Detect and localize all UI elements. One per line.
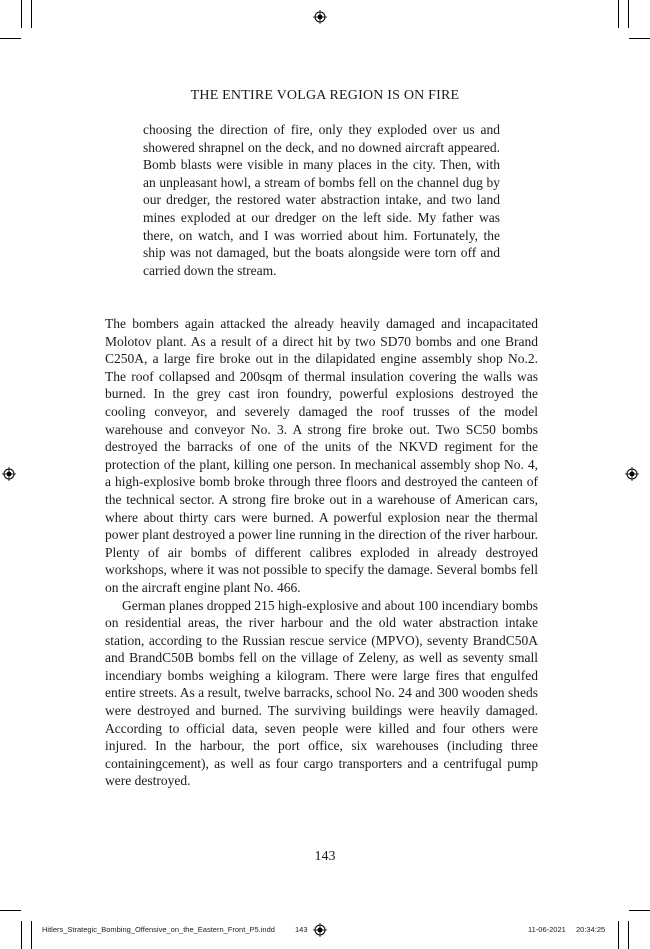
crop-mark: [629, 910, 650, 911]
registration-mark-icon: [625, 467, 639, 481]
crop-mark: [629, 38, 650, 39]
body-text: [105, 315, 538, 790]
slug-date: 11-06-2021: [528, 925, 566, 934]
slug-page: 143: [295, 925, 308, 934]
crop-mark: [0, 38, 21, 39]
crop-mark: [618, 921, 619, 949]
crop-mark: [618, 0, 619, 28]
slug-time: 20:34:25: [576, 925, 606, 934]
running-head: THE ENTIRE VOLGA REGION IS ON FIRE: [190, 88, 460, 103]
registration-mark-icon: [313, 10, 327, 24]
page-number: 143: [314, 849, 336, 864]
crop-mark: [31, 0, 32, 28]
crop-mark: [0, 910, 21, 911]
slug-filename: Hitlers_Strategic_Bombing_Offensive_on_the_Eastern_Front_P5.indd: [42, 925, 275, 934]
crop-mark: [21, 0, 22, 28]
crop-mark: [31, 921, 32, 949]
registration-mark-icon: [313, 923, 327, 937]
paragraph: German planes dropped 215 high-explosive and about 100 incendiary bombs on residential areas, the river harbour and the old water abstraction intake station, according to the Russian rescue service (MPVO), seventy BrandC50A and BrandC50B bombs fell on the village of Zeleny, as well as seventy small incendiary bombs weighing a kilogram. There were large fires that engulfed entire streets. As a result, twelve barracks, school No. 24 and 300 wooden sheds were destroyed and burned. The surviving buildings were heavily damaged. According to official data, seven people were killed and four others were injured. In the harbour, the port office, six warehouses (including three containingcement), as well as four cargo transporters and a centrifugal pump were destroyed.: [105, 597, 538, 789]
crop-mark: [628, 0, 629, 28]
registration-mark-icon: [2, 467, 16, 481]
crop-mark: [21, 921, 22, 949]
block-quote: choosing the direction of fire, only they exploded over us and showered shrapnel on the deck, and no downed aircraft appeared. Bomb blasts were visible in many places in the city. Then, with an unpleasant howl, a stream of bombs fell on the channel dug by our dredger, the restored water abstraction intake, and two land mines exploded at our dredger on the left side. My father was there, on watch, and I was worried about him. Fortunately, the ship was not damaged, but the boats alongside were torn off and carried down the stream.: [143, 122, 500, 278]
paragraph: The bombers again attacked the already heavily damaged and incapacitated Molotov plant. As a result of a direct hit by two SD70 bombs and one Brand C250A, a large fire broke out in the dilapidated engine assembly shop No.2. The roof collapsed and 200sqm of thermal insulation covering the walls was burned. In the grey cast iron foundry, powerful explosions destroyed the cooling conveyor, and severely damaged the roof trusses of the model warehouse and conveyor No. 3. A strong fire broke out. Two SC50 bombs destroyed the barracks of one of the units of the NKVD regiment for the protection of the plant, killing one person. In mechanical assembly shop No. 4, a high-explosive bomb broke through three floors and destroyed the canteen of the technical sector. A strong fire broke out in a warehouse of American cars, where about thirty cars were burned. A powerful explosion near the thermal power plant destroyed a power line running in the direction of the river harbour. Plenty of air bombs of different calibres exploded in already destroyed workshops, where it was not possible to specify the damage. Several bombs fell on the aircraft engine plant No. 466.: [105, 316, 538, 595]
crop-mark: [628, 921, 629, 949]
